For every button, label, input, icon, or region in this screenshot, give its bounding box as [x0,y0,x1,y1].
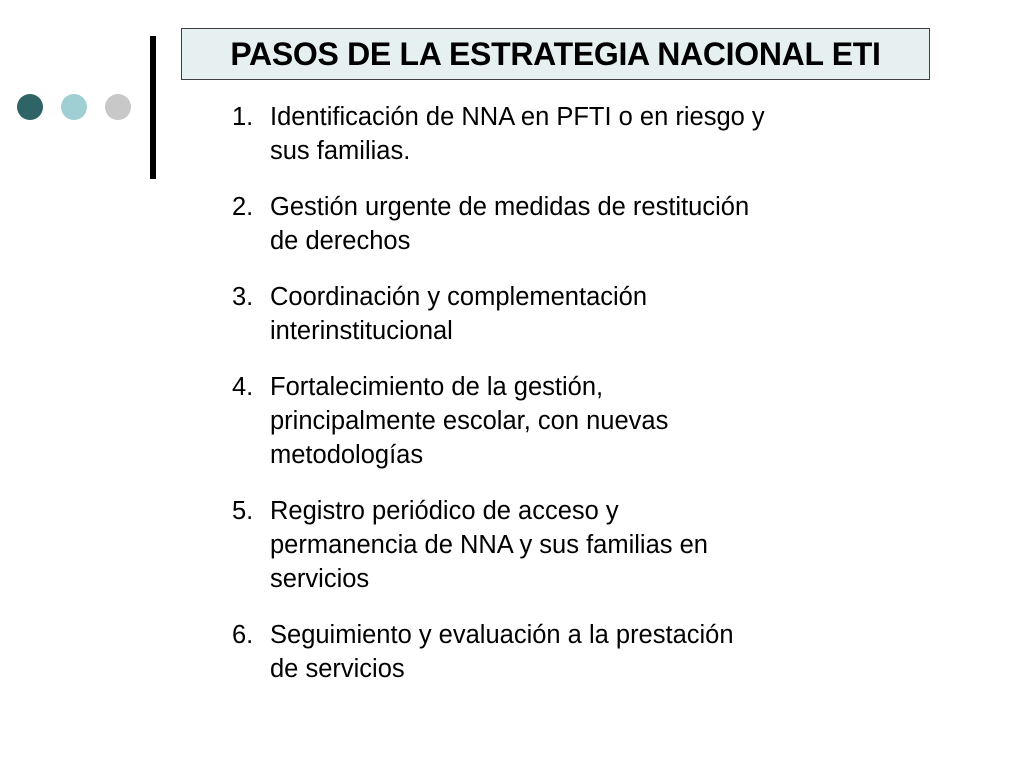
list-item-text-line: Seguimiento y evaluación a la prestación [270,621,734,649]
list-item-text-line: de servicios [270,655,405,683]
steps-list [232,100,832,708]
list-item-text-line: Registro periódico de acceso y [270,497,619,525]
list-item [232,100,832,168]
list-item [232,190,832,258]
list-item-text-line: interinstitucional [270,317,453,345]
list-item-text-line: Gestión urgente de medidas de restitución [270,193,750,221]
list-item-text-line: Coordinación y complementación [270,283,648,311]
list-item-number: 5. [232,497,254,525]
list-item-text-line: Identificación de NNA en PFTI o en riesgo y [270,103,765,131]
list-item-number: 1. [232,103,254,131]
list-item-text [270,100,832,168]
list-item-text [270,494,832,596]
list-item-text [270,190,832,258]
list-item-number: 4. [232,373,254,401]
list-item-text-line: metodologías [270,441,424,469]
list-item-text-line: permanencia de NNA y sus familias en [270,531,708,559]
slide-title-box [181,28,930,80]
list-item-text [270,280,832,348]
list-item-text-line: de derechos [270,227,411,255]
decorative-dot-light-teal [61,94,87,120]
slide-title: PASOS DE LA ESTRATEGIA NACIONAL ETI [230,35,881,72]
list-item [232,370,832,472]
list-item [232,280,832,348]
decorative-dot-dark [17,94,43,120]
list-item-number: 2. [232,193,254,221]
list-item [232,494,832,596]
list-item-text-line: Fortalecimiento de la gestión, [270,373,604,401]
list-item-text-line: sus familias. [270,137,411,165]
decorative-dot-gray [105,94,131,120]
vertical-divider-line [150,36,156,179]
list-item-text-line: principalmente escolar, con nuevas [270,407,669,435]
list-item-text-line: servicios [270,565,370,593]
list-item-number: 6. [232,621,254,649]
list-item-text [270,618,832,686]
list-item-number: 3. [232,283,254,311]
list-item [232,618,832,686]
list-item-text [270,370,832,472]
